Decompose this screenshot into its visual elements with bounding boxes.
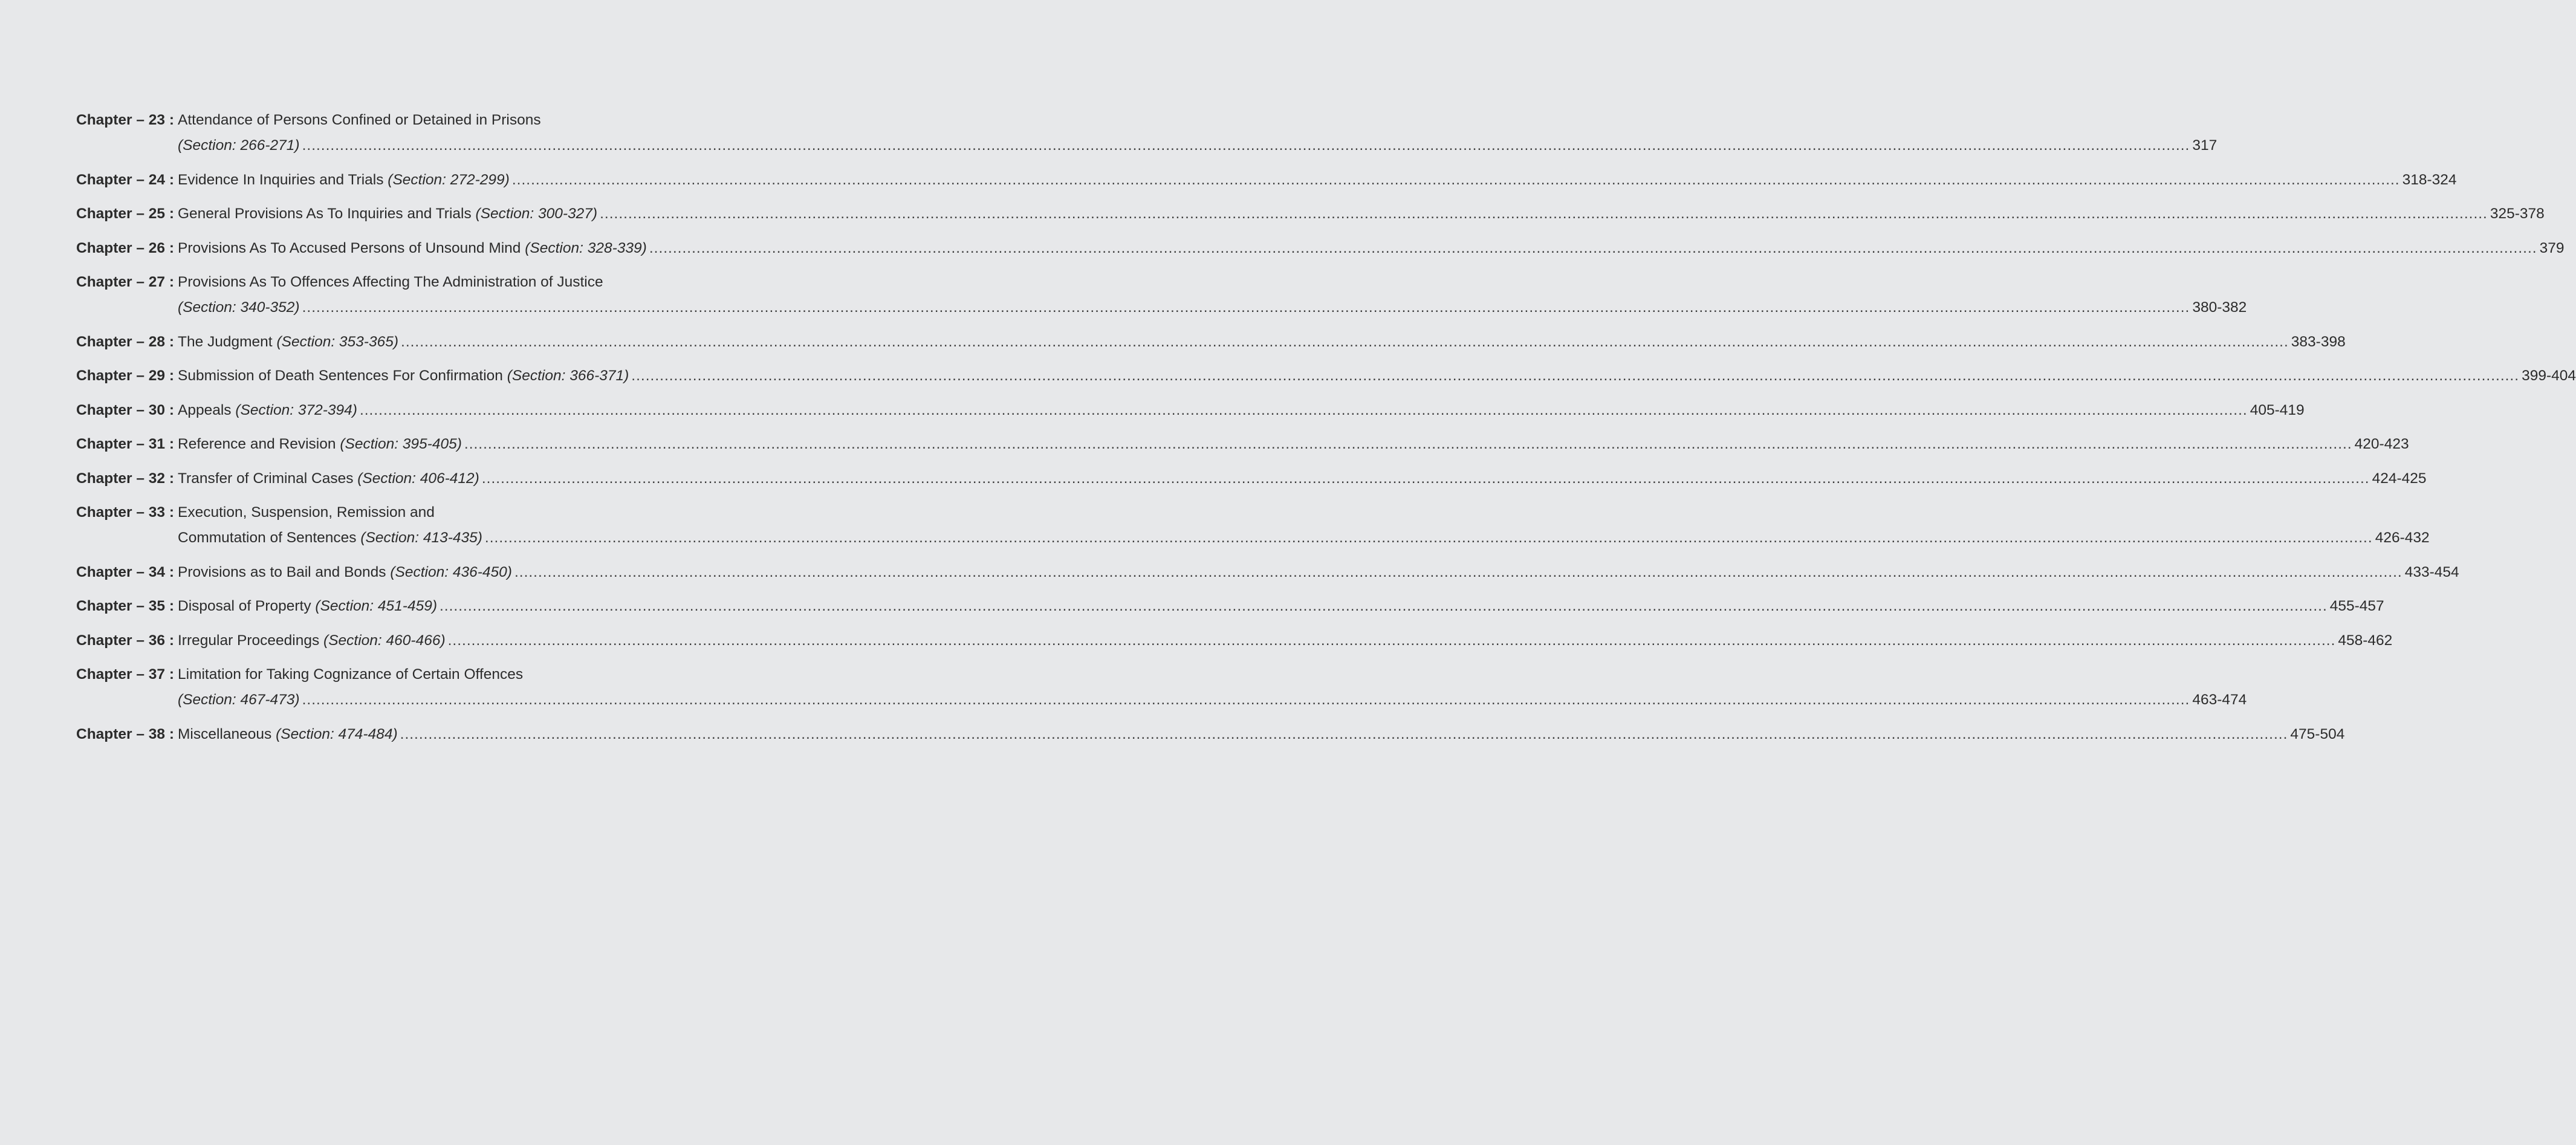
chapter-label: Chapter – 34 : bbox=[76, 563, 175, 580]
chapter-label: Chapter – 37 : bbox=[76, 666, 175, 683]
page-number[interactable]: 433-454 bbox=[2404, 563, 2459, 580]
page-number[interactable]: 379 bbox=[2539, 239, 2565, 256]
dot-leader: ................................................................................................................................................................................................................................................................................................................................................................................................................ bbox=[400, 725, 2288, 742]
page-number[interactable]: 475-504 bbox=[2290, 725, 2345, 742]
chapter-title: Disposal of Property bbox=[178, 598, 311, 614]
toc-entry[interactable] bbox=[76, 628, 2393, 654]
chapter-content bbox=[178, 594, 2384, 619]
dot-leader: ................................................................................................................................................................................................................................................................................................................................................................................................................ bbox=[447, 632, 2336, 649]
chapter-label: Chapter – 23 : bbox=[76, 112, 175, 128]
section-range: (Section: 372-394) bbox=[235, 401, 357, 418]
section-range: (Section: 467-473) bbox=[178, 692, 300, 708]
chapter-content bbox=[178, 236, 2565, 261]
chapter-leader-line bbox=[178, 466, 2427, 491]
chapter-content bbox=[178, 722, 2345, 747]
chapter-leader-line bbox=[178, 525, 2430, 551]
dot-leader: ................................................................................................................................................................................................................................................................................................................................................................................................................ bbox=[302, 137, 2190, 154]
section-range: (Section: 300-327) bbox=[475, 206, 598, 222]
chapter-title-line bbox=[178, 500, 793, 525]
chapter-title-with-section bbox=[178, 594, 437, 619]
chapter-content bbox=[178, 167, 2457, 193]
section-range: (Section: 340-352) bbox=[178, 299, 300, 316]
section-range: (Section: 474-484) bbox=[276, 725, 398, 742]
dot-leader: ................................................................................................................................................................................................................................................................................................................................................................................................................ bbox=[302, 299, 2190, 316]
toc-entry[interactable] bbox=[76, 329, 2346, 355]
chapter-leader-line bbox=[178, 594, 2384, 619]
toc-entry[interactable] bbox=[76, 662, 2247, 713]
chapter-title: Appeals bbox=[178, 401, 232, 418]
dot-leader: ................................................................................................................................................................................................................................................................................................................................................................................................................ bbox=[440, 598, 2328, 614]
chapter-title-with-section bbox=[178, 363, 629, 389]
dot-leader: ................................................................................................................................................................................................................................................................................................................................................................................................................ bbox=[511, 171, 2400, 188]
chapter-content bbox=[178, 108, 2218, 158]
toc-entry[interactable] bbox=[76, 108, 2218, 158]
chapter-label: Chapter – 25 : bbox=[76, 206, 175, 222]
toc-entry[interactable] bbox=[76, 466, 2427, 491]
chapter-title: Miscellaneous bbox=[178, 725, 272, 742]
chapter-title-with-section bbox=[178, 560, 512, 585]
chapter-title-with-section bbox=[178, 236, 647, 261]
chapter-title-line bbox=[178, 270, 793, 295]
chapter-title-with-section bbox=[178, 329, 398, 355]
chapter-leader-line bbox=[178, 295, 2247, 320]
chapter-leader-line bbox=[178, 560, 2459, 585]
toc-entry[interactable] bbox=[76, 560, 2459, 585]
chapter-label: Chapter – 24 : bbox=[76, 171, 175, 188]
toc-entry[interactable] bbox=[76, 500, 2430, 551]
section-range: (Section: 328-339) bbox=[525, 239, 647, 256]
chapter-title: Limitation for Taking Cognizance of Certain Offences bbox=[178, 666, 524, 683]
chapter-content bbox=[178, 363, 2576, 389]
chapter-title-line bbox=[178, 662, 793, 687]
chapter-title-with-section bbox=[178, 295, 300, 320]
chapter-leader-line bbox=[178, 167, 2457, 193]
toc-entry[interactable] bbox=[76, 398, 2305, 423]
chapter-title: Commutation of Sentences bbox=[178, 530, 357, 546]
chapter-title: Transfer of Criminal Cases bbox=[178, 470, 354, 487]
page-number[interactable]: 317 bbox=[2192, 137, 2218, 154]
chapter-title: Provisions as to Bail and Bonds bbox=[178, 563, 386, 580]
chapter-label: Chapter – 35 : bbox=[76, 598, 175, 614]
chapter-title: The Judgment bbox=[178, 333, 273, 350]
dot-leader: ................................................................................................................................................................................................................................................................................................................................................................................................................ bbox=[481, 470, 2370, 487]
chapter-label: Chapter – 31 : bbox=[76, 436, 175, 452]
chapter-title: Irregular Proceedings bbox=[178, 632, 320, 649]
dot-leader: ................................................................................................................................................................................................................................................................................................................................................................................................................ bbox=[600, 206, 2488, 222]
dot-leader: ................................................................................................................................................................................................................................................................................................................................................................................................................ bbox=[359, 401, 2248, 418]
chapter-leader-line bbox=[178, 329, 2346, 355]
chapter-label: Chapter – 27 : bbox=[76, 274, 175, 290]
toc-entry[interactable] bbox=[76, 722, 2345, 747]
chapter-content bbox=[178, 432, 2409, 457]
chapter-leader-line bbox=[178, 628, 2393, 654]
chapter-title-with-section bbox=[178, 167, 510, 193]
chapter-title: Attendance of Persons Confined or Detained in Prisons bbox=[178, 112, 541, 128]
chapter-content bbox=[178, 398, 2305, 423]
chapter-content bbox=[178, 560, 2459, 585]
toc-entry[interactable] bbox=[76, 363, 2576, 389]
chapter-title: Execution, Suspension, Remission and bbox=[178, 504, 435, 521]
chapter-label: Chapter – 32 : bbox=[76, 470, 175, 487]
page-number[interactable]: 383-398 bbox=[2291, 333, 2346, 350]
page-number[interactable]: 420-423 bbox=[2354, 436, 2409, 452]
chapter-title-with-section bbox=[178, 628, 446, 654]
chapter-content bbox=[178, 662, 2247, 713]
page-number[interactable]: 455-457 bbox=[2329, 598, 2384, 614]
chapter-title: Provisions As To Accused Persons of Unsound Mind bbox=[178, 239, 521, 256]
chapter-leader-line bbox=[178, 432, 2409, 457]
chapter-title-with-section bbox=[178, 398, 357, 423]
chapter-label: Chapter – 28 : bbox=[76, 333, 175, 350]
section-range: (Section: 406-412) bbox=[357, 470, 479, 487]
dot-leader: ................................................................................................................................................................................................................................................................................................................................................................................................................ bbox=[484, 530, 2373, 546]
chapter-leader-line bbox=[178, 398, 2305, 423]
section-range: (Section: 460-466) bbox=[323, 632, 446, 649]
page-number[interactable]: 325-378 bbox=[2490, 206, 2545, 222]
chapter-title-with-section bbox=[178, 432, 462, 457]
chapter-content bbox=[178, 201, 2545, 227]
chapter-title-with-section bbox=[178, 687, 300, 713]
toc-entry[interactable] bbox=[76, 432, 2409, 457]
page-number[interactable]: 463-474 bbox=[2192, 692, 2247, 708]
section-range: (Section: 353-365) bbox=[276, 333, 399, 350]
toc-entry[interactable] bbox=[76, 270, 2247, 320]
page-number[interactable]: 405-419 bbox=[2250, 401, 2305, 418]
dot-leader: ................................................................................................................................................................................................................................................................................................................................................................................................................ bbox=[401, 333, 2289, 350]
chapter-label: Chapter – 36 : bbox=[76, 632, 175, 649]
chapter-title: Reference and Revision bbox=[178, 436, 336, 452]
section-range: (Section: 266-271) bbox=[178, 137, 300, 154]
dot-leader: ................................................................................................................................................................................................................................................................................................................................................................................................................ bbox=[514, 563, 2402, 580]
chapter-label: Chapter – 38 : bbox=[76, 725, 175, 742]
section-range: (Section: 272-299) bbox=[388, 171, 510, 188]
toc-entry[interactable] bbox=[76, 201, 2545, 227]
page-number[interactable]: 399-404 bbox=[2522, 368, 2576, 384]
chapter-leader-line bbox=[178, 133, 2218, 158]
dot-leader: ................................................................................................................................................................................................................................................................................................................................................................................................................ bbox=[649, 239, 2537, 256]
section-range: (Section: 436-450) bbox=[390, 563, 512, 580]
chapter-label: Chapter – 33 : bbox=[76, 504, 175, 521]
chapter-title-with-section bbox=[178, 722, 398, 747]
toc-entry[interactable] bbox=[76, 167, 2457, 193]
section-range: (Section: 395-405) bbox=[340, 436, 462, 452]
page-number[interactable]: 380-382 bbox=[2192, 299, 2247, 316]
dot-leader: ................................................................................................................................................................................................................................................................................................................................................................................................................ bbox=[302, 692, 2190, 708]
table-of-contents bbox=[76, 108, 2576, 756]
dot-leader: ................................................................................................................................................................................................................................................................................................................................................................................................................ bbox=[631, 368, 2520, 384]
section-range: (Section: 451-459) bbox=[315, 598, 437, 614]
chapter-title: Submission of Death Sentences For Confirmation bbox=[178, 368, 503, 384]
chapter-title-with-section bbox=[178, 466, 479, 491]
chapter-leader-line bbox=[178, 201, 2545, 227]
chapter-label: Chapter – 26 : bbox=[76, 239, 175, 256]
toc-entry[interactable] bbox=[76, 236, 2565, 261]
chapter-content bbox=[178, 466, 2427, 491]
chapter-content bbox=[178, 270, 2247, 320]
chapter-leader-line bbox=[178, 363, 2576, 389]
chapter-label: Chapter – 29 : bbox=[76, 368, 175, 384]
page-number[interactable]: 424-425 bbox=[2372, 470, 2427, 487]
chapter-title: Evidence In Inquiries and Trials bbox=[178, 171, 384, 188]
chapter-label: Chapter – 30 : bbox=[76, 401, 175, 418]
toc-entry[interactable] bbox=[76, 594, 2384, 619]
chapter-leader-line bbox=[178, 722, 2345, 747]
chapter-leader-line bbox=[178, 236, 2565, 261]
chapter-title: Provisions As To Offences Affecting The Administration of Justice bbox=[178, 274, 603, 290]
chapter-content bbox=[178, 329, 2346, 355]
section-range: (Section: 413-435) bbox=[360, 530, 482, 546]
page-number[interactable]: 318-324 bbox=[2402, 171, 2457, 188]
chapter-title-with-section bbox=[178, 201, 597, 227]
chapter-title-with-section bbox=[178, 525, 482, 551]
chapter-title: General Provisions As To Inquiries and Trials bbox=[178, 206, 472, 222]
page-number[interactable]: 458-462 bbox=[2338, 632, 2393, 649]
chapter-title-with-section bbox=[178, 133, 300, 158]
chapter-content bbox=[178, 500, 2430, 551]
chapter-title-line bbox=[178, 108, 793, 133]
page-number[interactable]: 426-432 bbox=[2375, 530, 2430, 546]
section-range: (Section: 366-371) bbox=[507, 368, 629, 384]
dot-leader: ................................................................................................................................................................................................................................................................................................................................................................................................................ bbox=[464, 436, 2352, 452]
chapter-leader-line bbox=[178, 687, 2247, 713]
chapter-content bbox=[178, 628, 2393, 654]
